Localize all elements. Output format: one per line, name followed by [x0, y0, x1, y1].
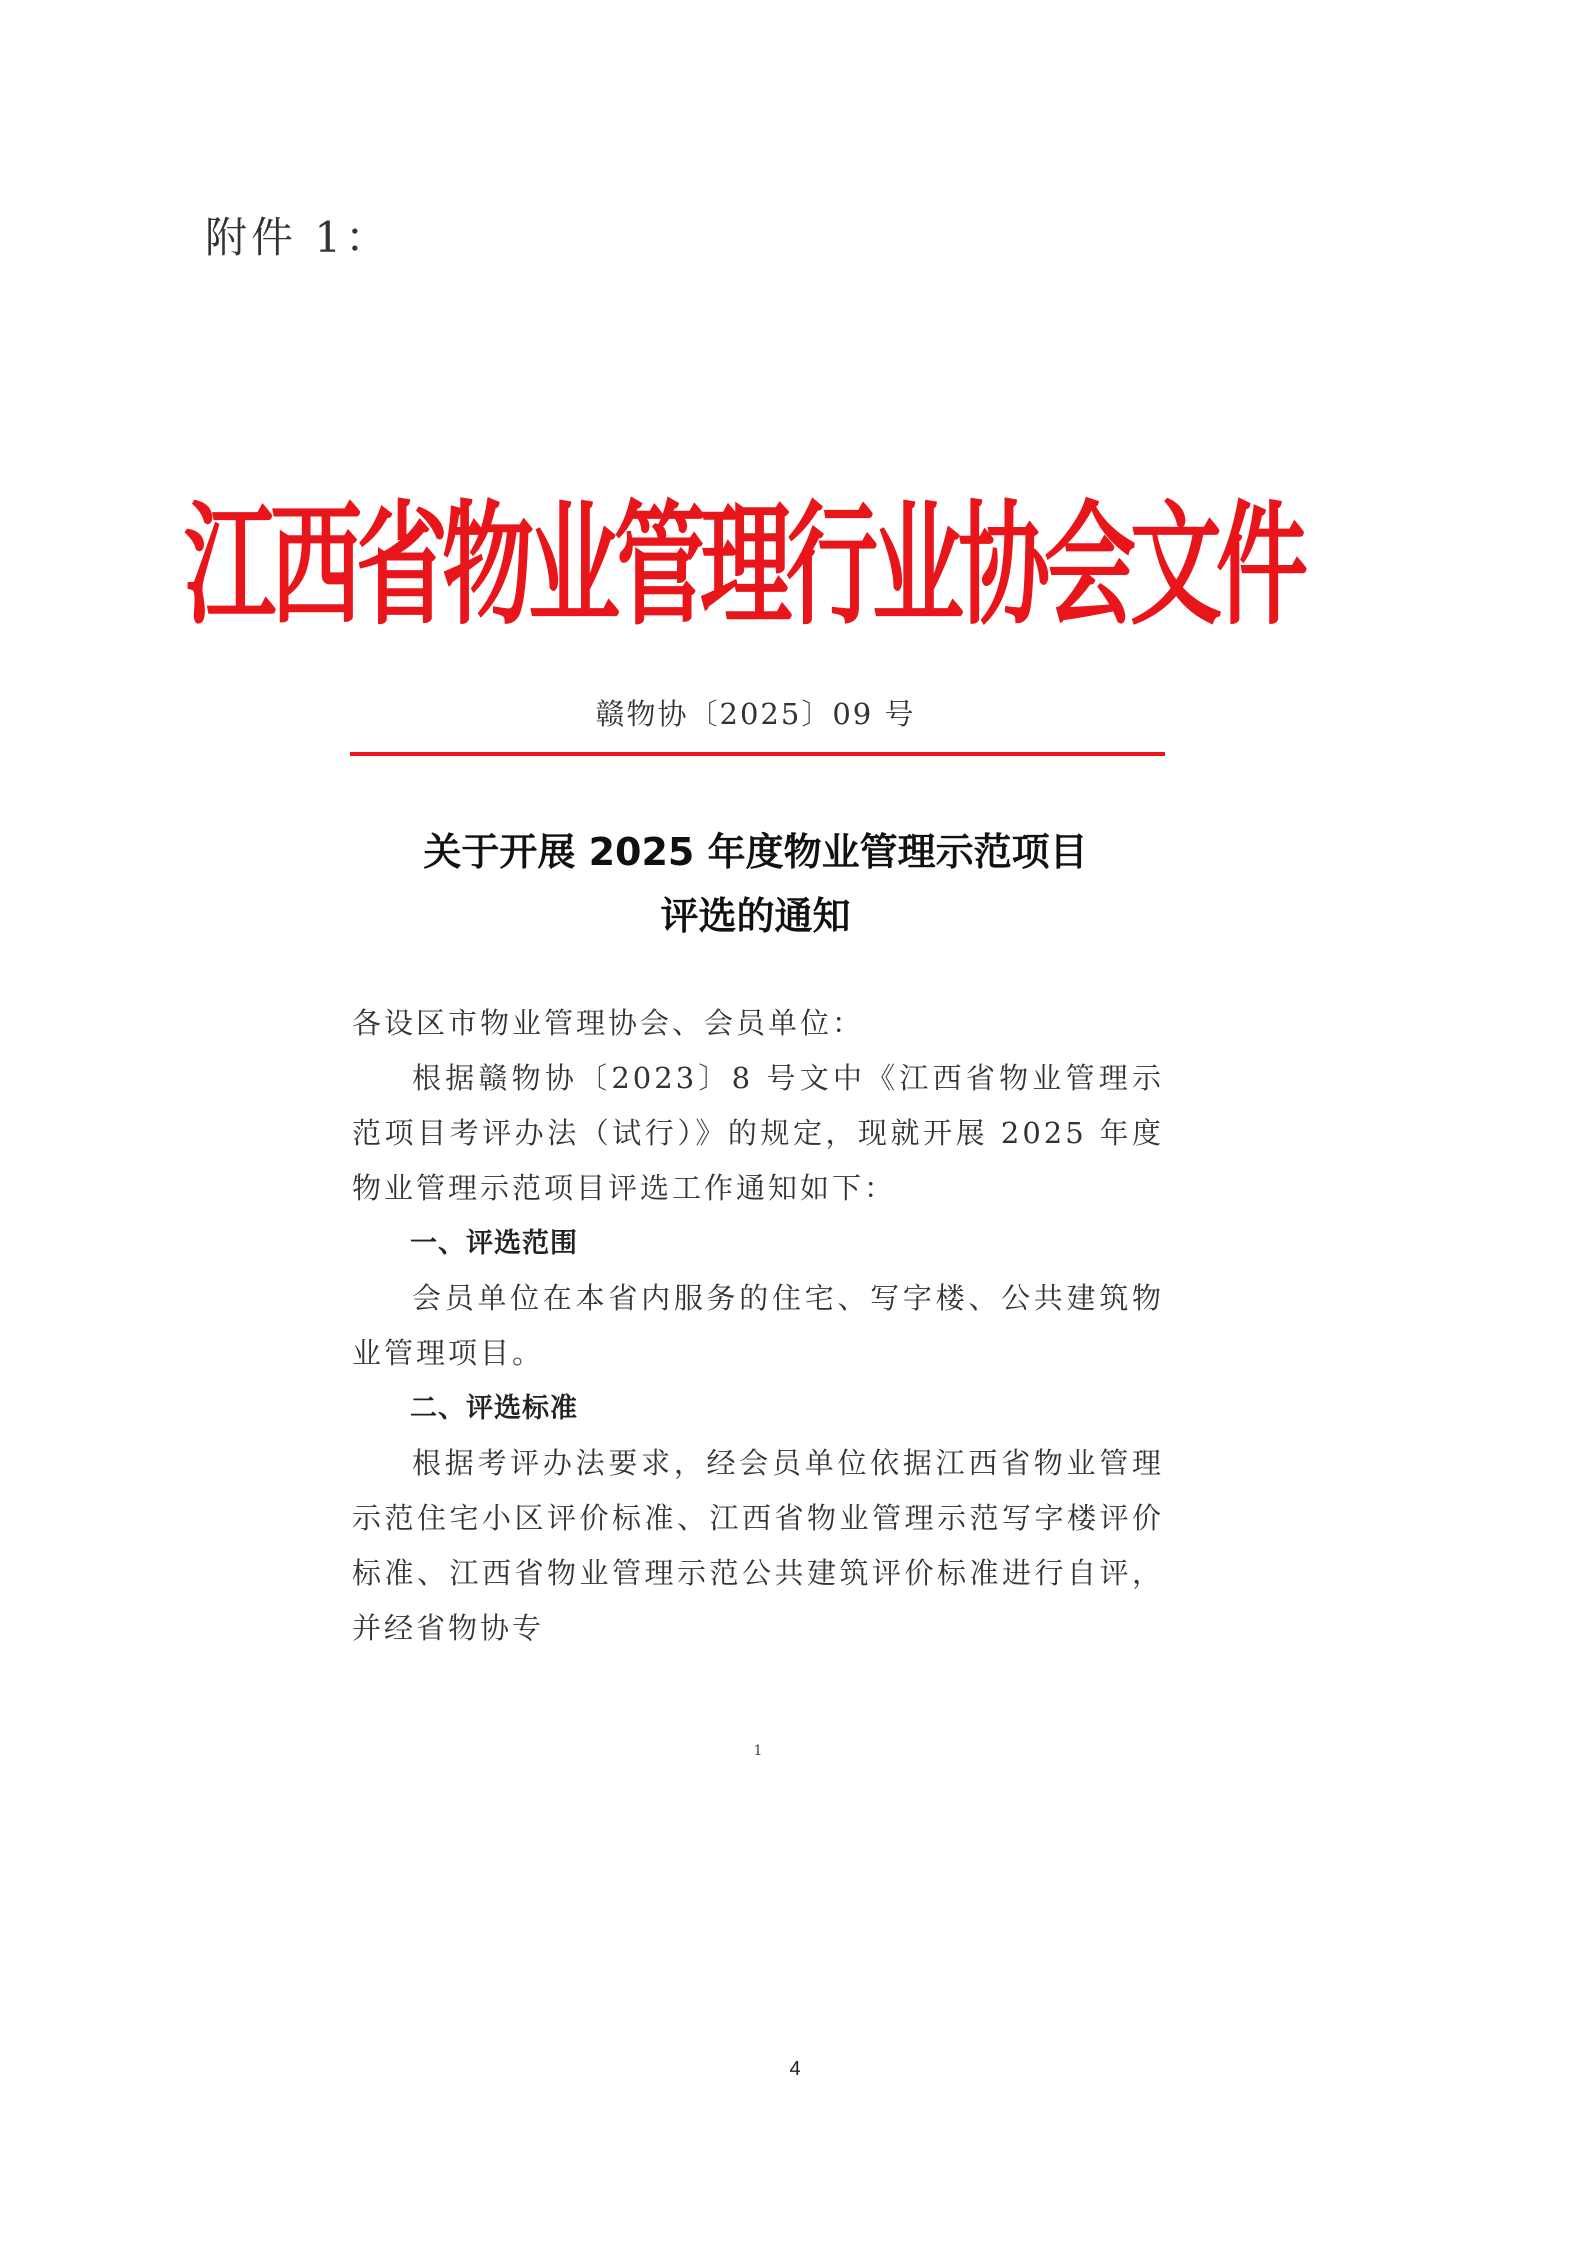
section-1-heading: 一、评选范围: [410, 1228, 578, 1259]
page-number: 4: [789, 2058, 801, 2080]
section-1-paragraph: 会员单位在本省内服务的住宅、写字楼、公共建筑物业管理项目。: [352, 1281, 1164, 1370]
salutation: 各设区市物业管理协会、会员单位：: [352, 1006, 865, 1040]
notice-title-line-2: 评选的通知: [660, 894, 851, 938]
inner-page-number: 1: [753, 1743, 763, 1759]
document-number: 赣物协〔2025〕09 号: [595, 697, 916, 731]
masthead-title: 江西省物业管理行业协会文件: [184, 488, 1303, 644]
notice-title-line-1: 关于开展 2025 年度物业管理示范项目: [423, 830, 1088, 874]
notice-title: [348, 820, 1163, 948]
section-2-heading: 二、评选标准: [410, 1393, 578, 1424]
section-2-paragraph: 根据考评办法要求，经会员单位依据江西省物业管理示范住宅小区评价标准、江西省物业管理示范写字楼评价标准、江西省物业管理示范公共建筑评价标准进行自评，并经省物协专: [352, 1446, 1164, 1645]
intro-paragraph: 根据赣物协〔2023〕8 号文中《江西省物业管理示范项目考评办法（试行）》的规定，现就开展 2025 年度物业管理示范项目评选工作通知如下：: [352, 1061, 1164, 1205]
notice-body: [352, 996, 1164, 1656]
attachment-label: 附件 1：: [205, 213, 392, 262]
red-divider-line: [350, 752, 1165, 756]
